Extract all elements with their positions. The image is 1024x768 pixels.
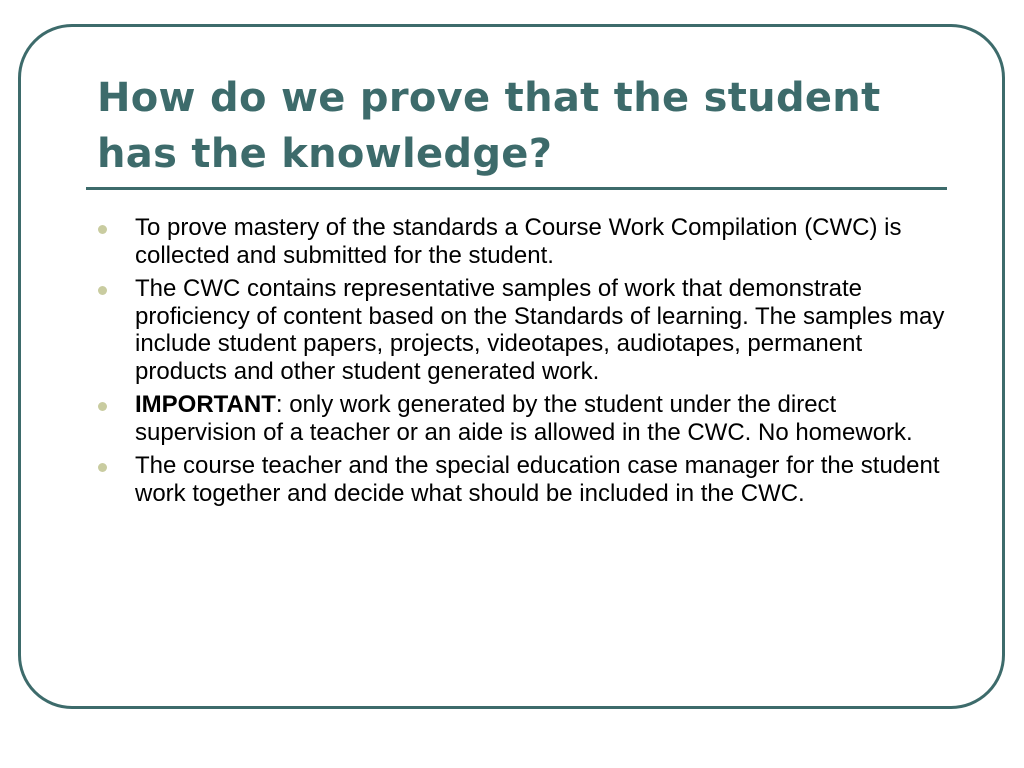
- bullet-text: The course teacher and the special education case manager for the student work together and decide what should be included in the CWC.: [135, 452, 940, 507]
- bullet-text: : only work generated by the student under the direct supervision of a teacher or an aide is allowed in the CWC. No homework.: [135, 391, 913, 446]
- bullet-item: [96, 214, 946, 269]
- bullet-item: [96, 275, 946, 385]
- bullet-text: To prove mastery of the standards a Course Work Compilation (CWC) is collected and submitted for the student.: [135, 214, 902, 269]
- bullet-dot-icon: [98, 225, 107, 234]
- bullet-list: [96, 214, 946, 513]
- title-divider: [86, 187, 947, 190]
- bullet-text: The CWC contains representative samples of work that demonstrate proficiency of content based on the Standards of learning. The samples may include student papers, projects, videotapes, audiotapes, permanent products and other student generated work.: [135, 275, 945, 385]
- bullet-dot-icon: [98, 286, 107, 295]
- bullet-dot-icon: [98, 402, 107, 411]
- bullet-item: [96, 391, 946, 446]
- bullet-emphasis: IMPORTANT: [135, 391, 276, 418]
- slide-title: How do we prove that the student has the knowledge?: [97, 75, 881, 177]
- bullet-dot-icon: [98, 463, 107, 472]
- bullet-item: [96, 452, 946, 507]
